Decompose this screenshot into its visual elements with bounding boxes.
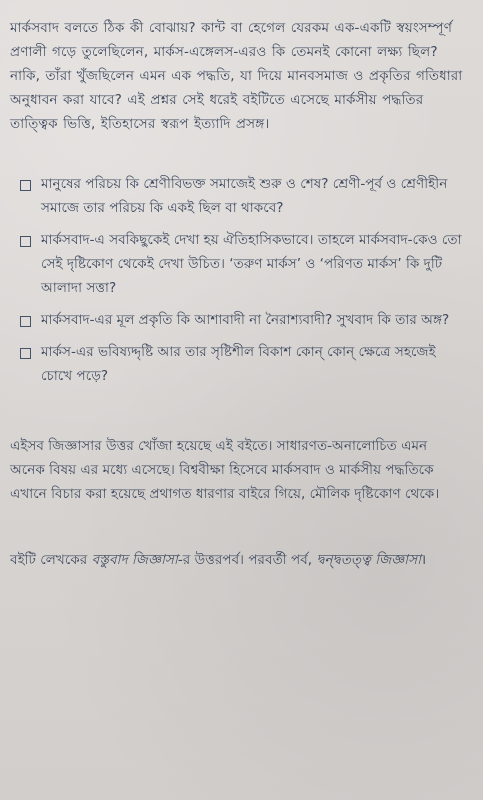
question-list: [10, 172, 465, 388]
question-text: মার্কসবাদ-এ সবকিছুকেই দেখা হয় ঐতিহাসিকভাবে। তাহলে মার্কসবাদ-কেও তো সেই দৃষ্টিকোণ থেকেই দেখা উচিত। ‘তরুণ মার্কস’ ও ‘পরিণত মার্কস’ কি দুটি আলাদা সত্তা?: [41, 232, 462, 296]
series-note: [10, 548, 465, 572]
book-title-vastuvad: বস্তুবাদ জিজ্ঞাসা: [91, 552, 178, 568]
question-item: [10, 228, 465, 300]
series-lead: বইটি লেখকের: [10, 552, 92, 568]
checkbox-bullet-icon: [20, 236, 31, 247]
intro-paragraph: মার্কসবাদ বলতে ঠিক কী বোঝায়? কান্ট বা হেগেল যেরকম এক-একটি স্বয়ংসম্পূর্ণ প্রণালী গড়ে তুলেছিলেন, মার্কস-এঙ্গেলস-এরও কি তেমনই কোনো লক্ষ্য ছিল? নাকি, তাঁরা খুঁজছিলেন এমন এক পদ্ধতি, যা দিয়ে মানবসমাজ ও প্রকৃতির গতিধারা অনুধাবন করা যাবে? এই প্রশ্নর সেই ধরেই বইটিতে এসেছে মার্কসীয় পদ্ধতির তাত্ত্বিক ভিত্তি, ইতিহাসের স্বরূপ ইত্যাদি প্রসঙ্গ।: [10, 20, 463, 132]
question-item: [10, 172, 465, 220]
question-text: মার্কস-এর ভবিষ্যদ্দৃষ্টি আর তার সৃষ্টিশীল বিকাশ কোন্ কোন্ ক্ষেত্রে সহজেই চোখে পড়ে?: [41, 344, 436, 384]
checkbox-bullet-icon: [20, 316, 31, 327]
series-mid: -র উত্তরপর্ব। পরবর্তী পর্ব,: [177, 552, 317, 568]
checkbox-bullet-icon: [20, 348, 31, 359]
answers-paragraph: এইসব জিজ্ঞাসার উত্তর খোঁজা হয়েছে এই বইতে। সাধারণত-অনালোচিত এমন অনেক বিষয় এর মধ্যে এসেছে। বিশ্ববীক্ষা হিসেবে মার্কসবাদ ও মার্কসীয় পদ্ধতিকে এখানে বিচার করা হয়েছে প্রথাগত ধারণার বাইরে গিয়ে, মৌলিক দৃষ্টিকোণ থেকে।: [10, 438, 440, 502]
series-tail: ।: [421, 552, 427, 568]
checkbox-bullet-icon: [20, 180, 31, 191]
question-item: [10, 308, 465, 332]
question-text: মার্কসবাদ-এর মূল প্রকৃতি কি আশাবাদী না নৈরাশ্যবাদী? সুখবাদ কি তার অঙ্গ?: [41, 312, 450, 328]
question-item: [10, 340, 465, 388]
book-title-dwandwatattwa: দ্বন্দ্বতত্ত্ব জিজ্ঞাসা: [316, 552, 422, 568]
question-text: মানুষের পরিচয় কি শ্রেণীবিভক্ত সমাজেই শুরু ও শেষ? শ্রেণী-পূর্ব ও শ্রেণীহীন সমাজে তার পরিচয় কি একই ছিল বা থাকবে?: [41, 176, 448, 216]
